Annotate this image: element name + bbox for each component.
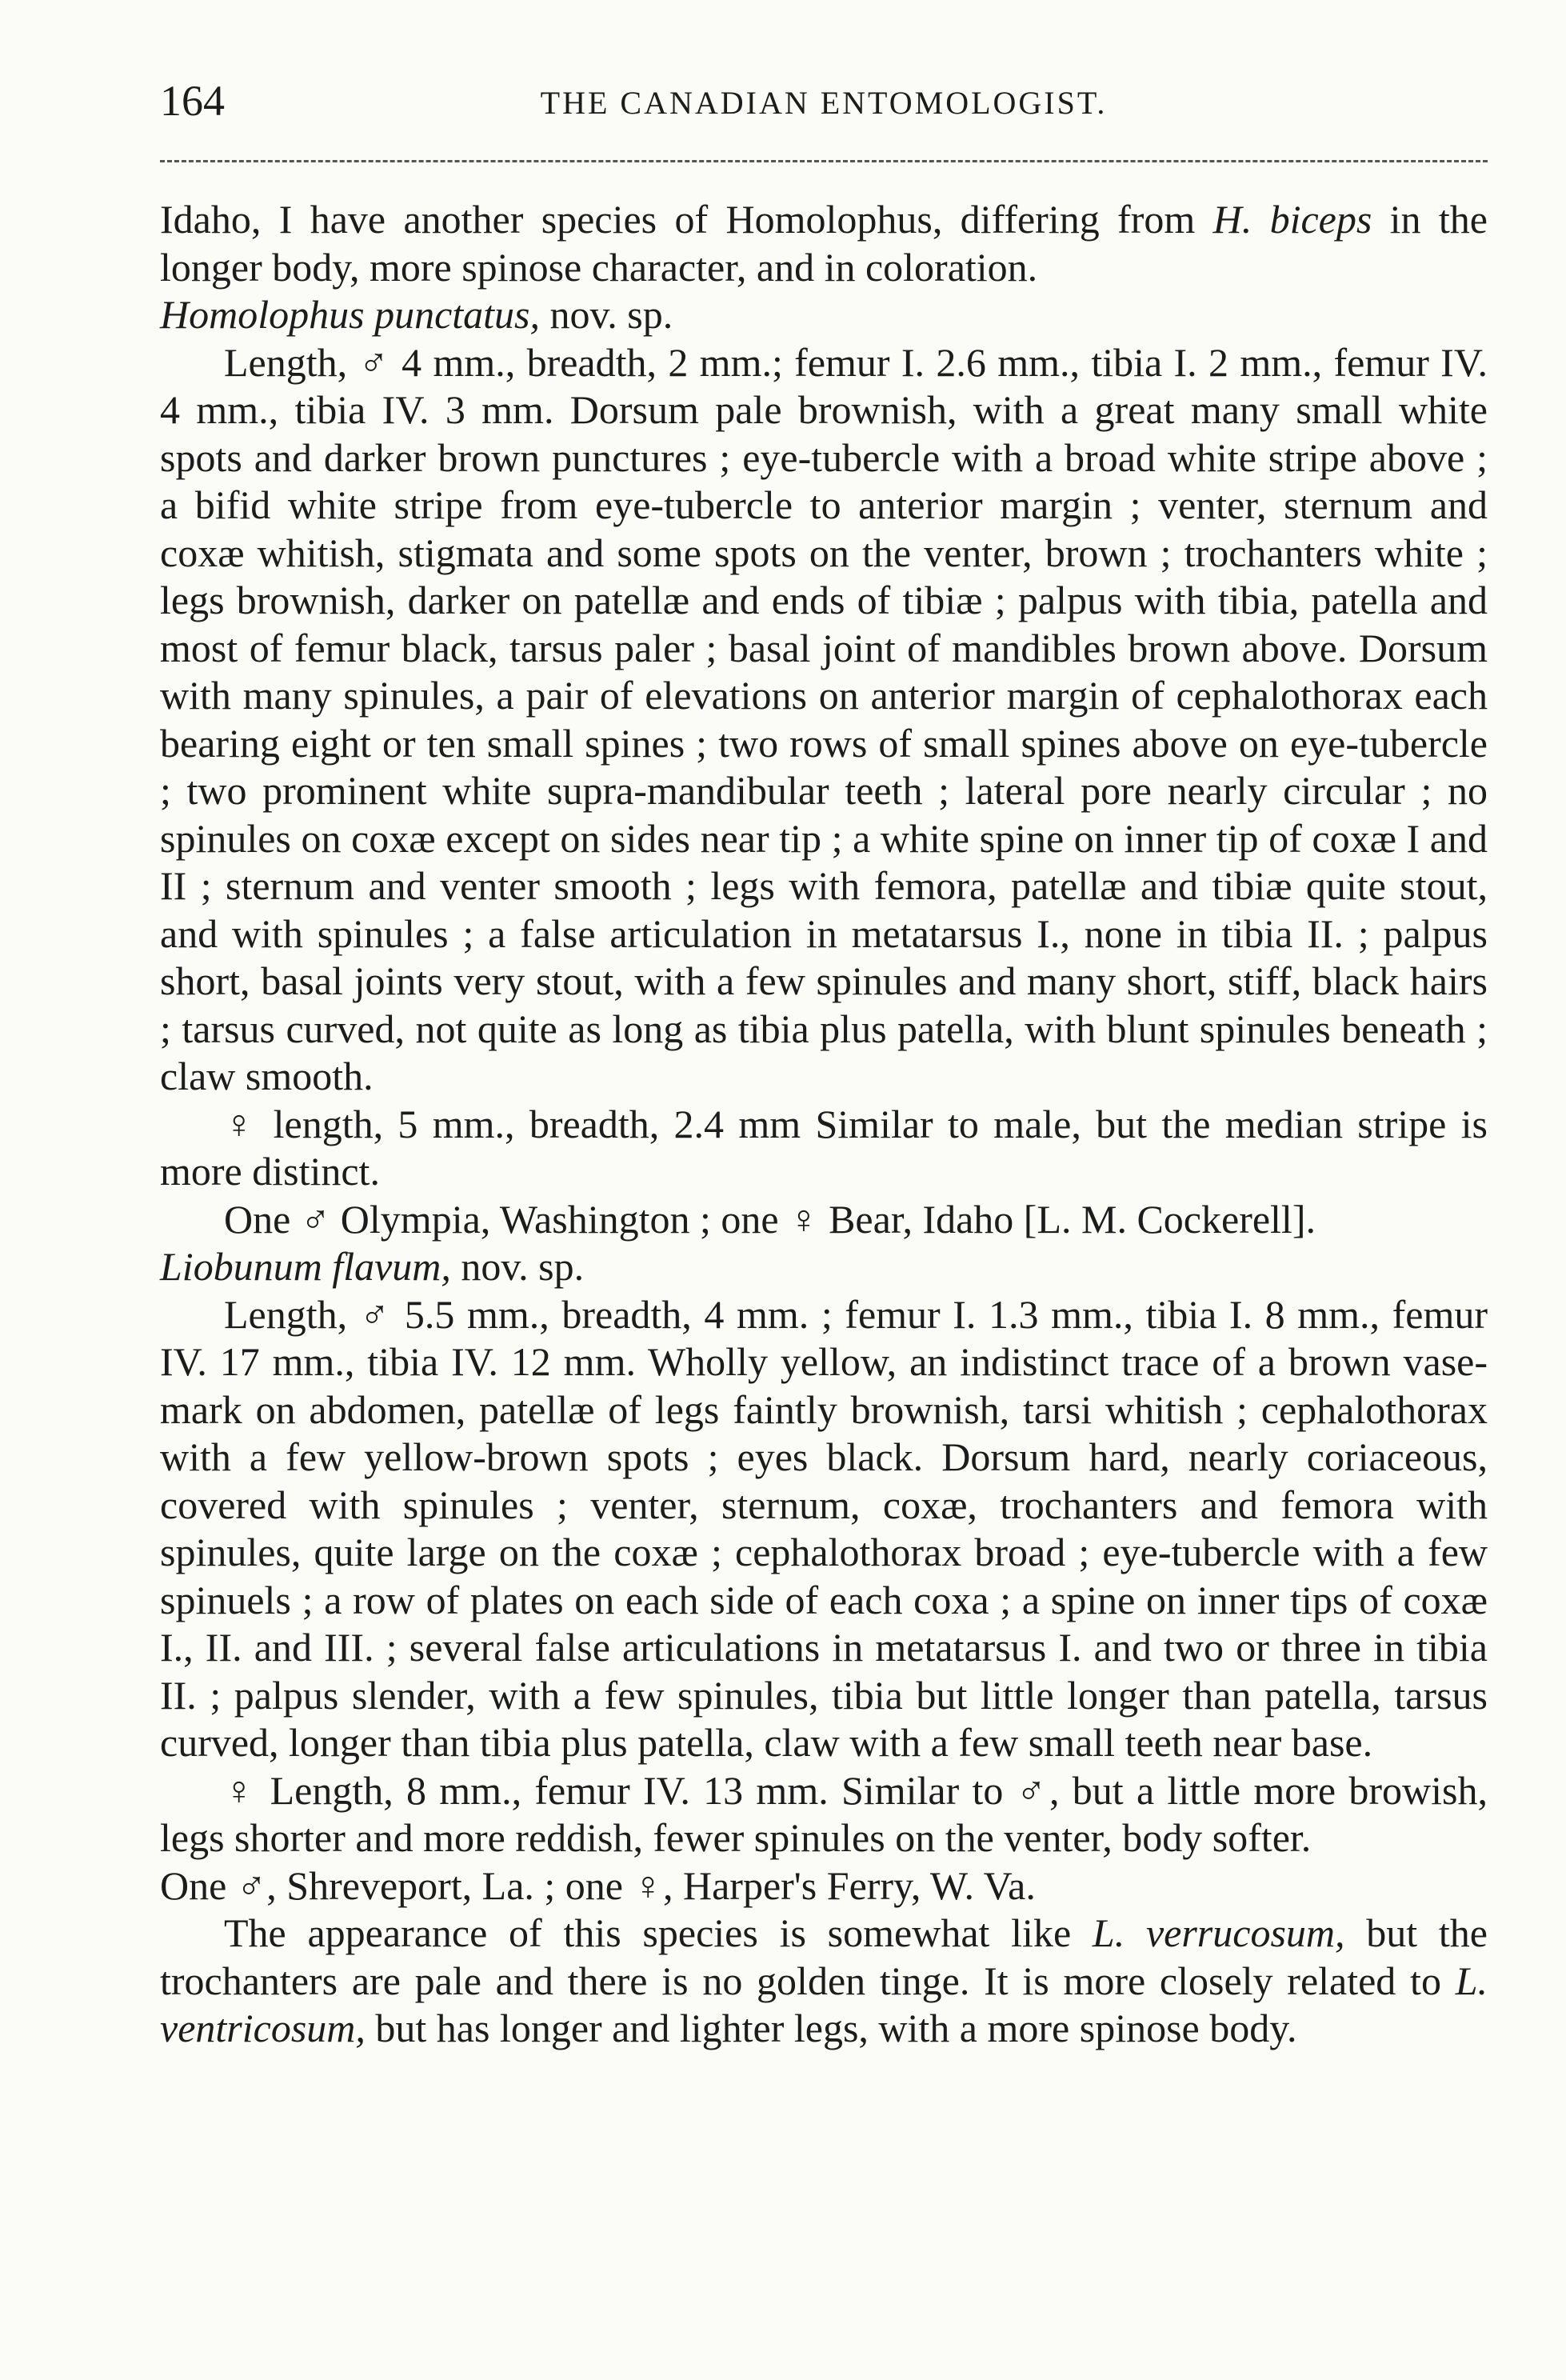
header-rule <box>160 160 1488 162</box>
paragraph-localities-2: One ♂, Shreveport, La. ; one ♀, Harper's Ferry, W. Va. <box>160 1862 1036 1908</box>
species-heading-liobunum <box>160 1243 1488 1291</box>
species-ref-italic: L. verrucosum, <box>1092 1910 1345 1955</box>
species-heading-tail: nov. sp. <box>450 1244 585 1289</box>
intro-text: Idaho, I have another species of Homolophus, differing from <box>160 197 1213 242</box>
paragraph-description-male-2: Length, ♂ 5.5 mm., breadth, 4 mm. ; femur I. 1.3 mm., tibia I. 8 mm., femur IV. 17 mm., tibia IV. 12 mm. Wholly yellow, an indistinct trace of a brown vase-mark on abdomen, patellæ of legs faintly brownish, tarsi whitish ; cephalothorax with a few yellow-brown spots ; eyes black. Dorsum hard, nearly coriaceous, covered with spinules ; venter, sternum, coxæ, trochanters and femora with spinules, quite large on the coxæ ; cephalothorax broad ; eye-tubercle with a few spinuels ; a row of plates on each side of each coxa ; a spine on inner tips of coxæ I., II. and III. ; several false articulations in metatarsus I. and two or three in tibia II. ; palpus slender, with a few spinules, tibia but little longer than patella, tarsus curved, longer than tibia plus patella, claw with a few small teeth near base. <box>160 1291 1488 1765</box>
species-ref-italic: L. ventricosum, <box>160 1958 1488 2050</box>
paragraph-localities: One ♂ Olympia, Washington ; one ♀ Bear, Idaho [L. M. Cockerell]. <box>224 1196 1316 1242</box>
page-number: 164 <box>160 77 225 125</box>
page-header <box>160 77 1488 125</box>
paragraph-description-male: Length, ♂ 4 mm., breadth, 2 mm.; femur I. 2.6 mm., tibia I. 2 mm., femur IV. 4 mm., tibia IV. 3 mm. Dorsum pale brownish, with a great many small white spots and darker brown punctures ; eye-tubercle with a broad white stripe above ; a bifid white stripe from eye-tubercle to anterior margin ; venter, sternum and coxæ whitish, stigmata and some spots on the venter, brown ; trochanters white ; legs brownish, darker on patellæ and ends of tibiæ ; palpus with tibia, patella and most of femur black, tarsus paler ; basal joint of mandibles brown above. Dorsum with many spinules, a pair of elevations on anterior margin of cephalothorax each bearing eight or ten small spines ; two rows of small spines above on eye-tubercle ; two prominent white supra-mandibular teeth ; lateral pore nearly circular ; no spinules on coxæ except on sides near tip ; a white spine on inner tip of coxæ I and II ; sternum and venter smooth ; legs with femora, patellæ and tibiæ quite stout, and with spinules ; a false articulation in metatarsus I., none in tibia II. ; palpus short, basal joints very stout, with a few spinules and many short, stiff, black hairs ; tarsus curved, not quite as long as tibia plus patella, with blunt spinules beneath ; claw smooth. <box>160 339 1488 1098</box>
comparison-text-2: but the trochanters are pale and there is no golden tinge. It is more closely related to <box>160 1910 1488 2003</box>
paragraph-comparison <box>160 1910 1488 2053</box>
species-name-italic: Liobunum flavum, <box>160 1244 451 1289</box>
intro-tail: in the longer body, more spinose character, and in coloration. <box>160 197 1488 290</box>
article-body <box>160 196 1488 2053</box>
comparison-text-1: The appearance of this species is somewhat like <box>224 1910 1093 1955</box>
paragraph-description-female: ♀ length, 5 mm., breadth, 2.4 mm Similar to male, but the median stripe is more distinct. <box>160 1101 1488 1194</box>
species-heading-homolophus <box>160 291 1488 339</box>
species-ref-italic: H. biceps <box>1212 197 1372 242</box>
paragraph-description-female-2: ♀ Length, 8 mm., femur IV. 13 mm. Similar to ♂, but a little more browish, legs shorter and more reddish, fewer spinules on the venter, body softer. <box>160 1767 1488 1860</box>
running-title: THE CANADIAN ENTOMOLOGIST. <box>540 85 1108 121</box>
comparison-text-3: but has longer and lighter legs, with a more spinose body. <box>365 2006 1297 2050</box>
species-name-italic: Homolophus punctatus, <box>160 292 540 337</box>
species-heading-tail: nov. sp. <box>540 292 673 337</box>
paragraph-intro <box>160 196 1488 291</box>
